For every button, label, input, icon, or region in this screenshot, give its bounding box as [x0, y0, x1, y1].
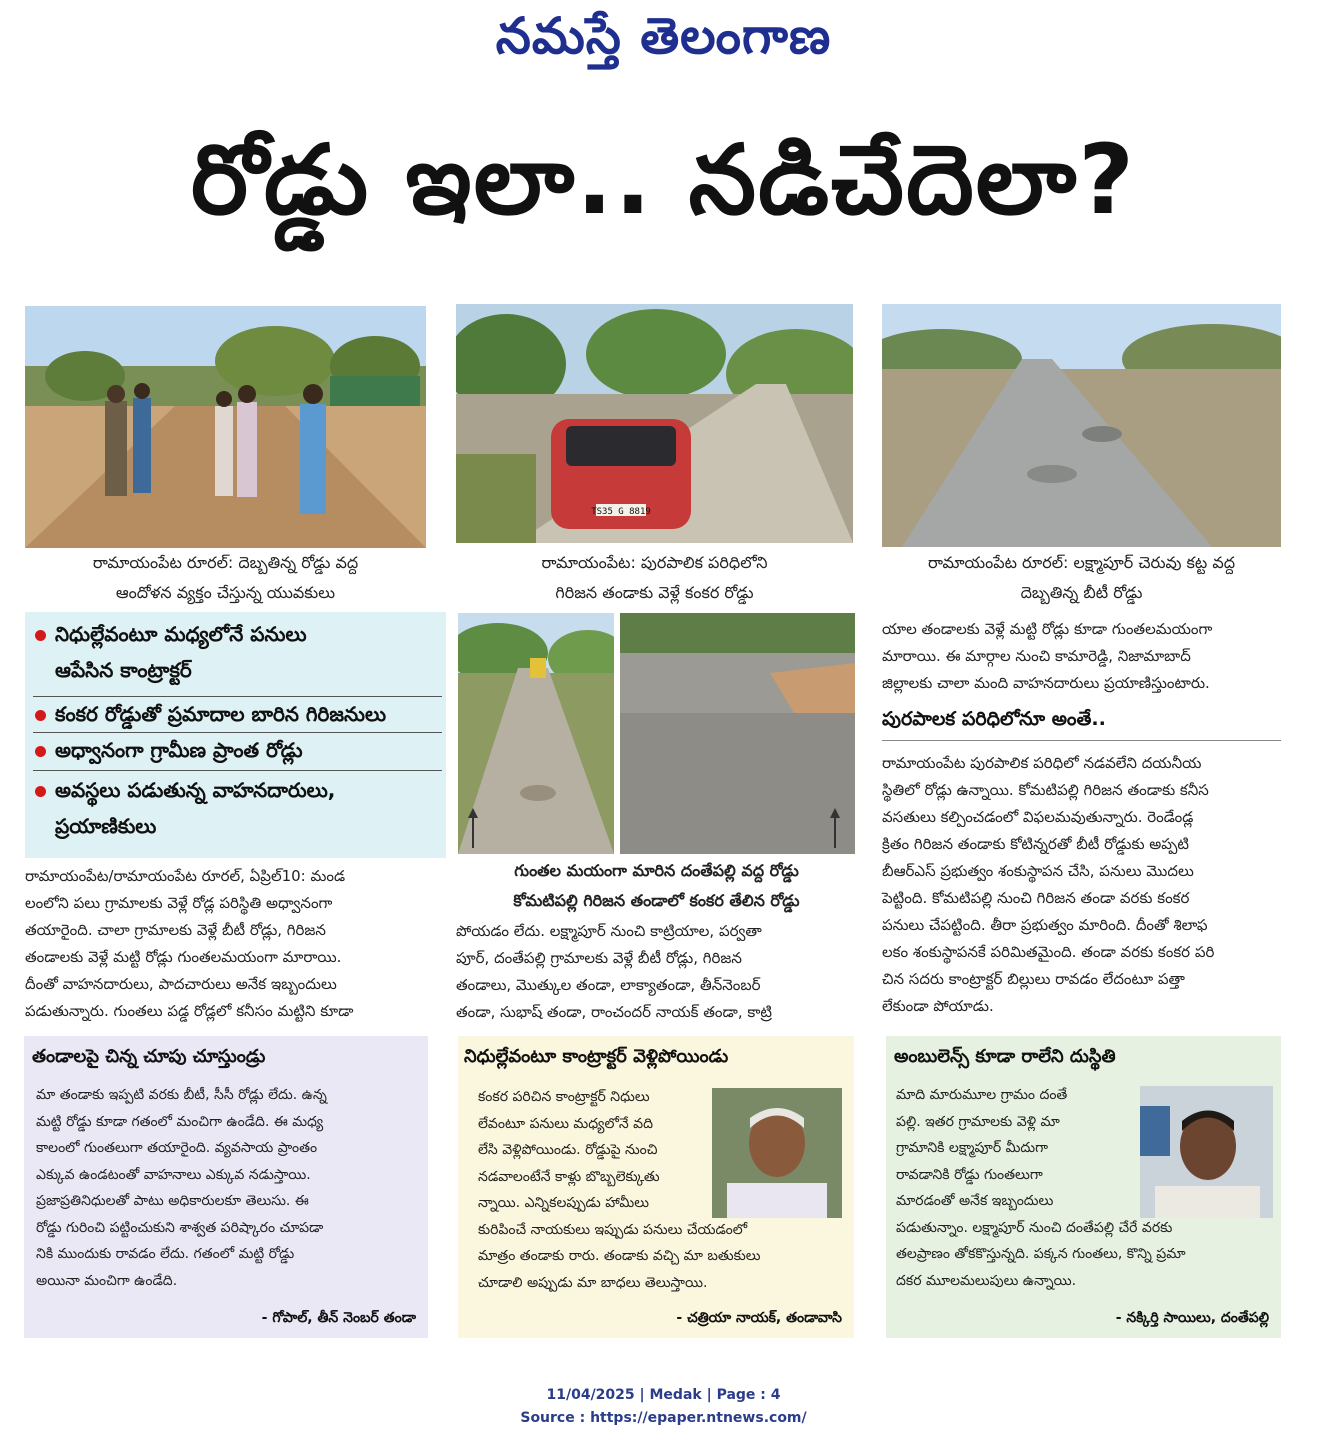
quote-line: మట్టి రోడ్డు కూడా గతంలో మంచిగా ఉండేది. ఈ మధ్య	[36, 1113, 324, 1130]
quote-box-title: తండాలపై చిన్న చూపు చూస్తుండ్రు	[32, 1046, 266, 1067]
quote-line: తలప్రాణం తోకకొస్తున్నది. పక్కన గుంతలు, కొన్ని ప్రమా	[896, 1246, 1186, 1262]
caption-line: కోమటిపల్లి గిరిజన తండాలో కంకర తేలిన రోడ్డు	[513, 891, 800, 910]
bullet-item	[33, 696, 442, 732]
quote-line: గ్రామానికి లక్ష్మాపూర్‌ మీదుగా	[896, 1140, 1049, 1156]
article-line: రామాయంపేట/రామాయంపేట రూరల్‌, ఏప్రిల్‌10: మండ	[25, 867, 346, 885]
bullet-divider	[33, 770, 442, 771]
article-line: దీంతో వాహనదారులు, పాదచారులు అనేక ఇబ్బందులు	[25, 975, 337, 993]
article-column-3-body	[882, 750, 1281, 1020]
headline: రోడ్డు ఇలా.. నడిచేదెలా?	[191, 124, 1136, 236]
quote-line: కురిపించే నాయకులు ఇప్పుడు పనులు చేయడంలో	[478, 1221, 748, 1238]
bullet-text: నిధుల్లేవంటూ మధ్యలోనే పనులు	[55, 622, 307, 646]
article-line: తండాలకు వెళ్లే మట్టి రోడ్లు గుంతలమయంగా మారాయి.	[25, 948, 342, 966]
bullet-item	[33, 616, 442, 688]
quote-box-title: నిధుల్లేవంటూ కాంట్రాక్టర్‌ వెళ్లిపోయిండు	[464, 1046, 729, 1067]
bullet-text: ప్రయాణికులు	[55, 814, 157, 838]
article-line: తయారైంది. చాలా గ్రామాలకు వెళ్లే బీటీ రోడ్లు, గిరిజన	[25, 921, 326, 939]
article-subhead: పురపాలక పరిధిలోనూ అంతే..	[882, 708, 1106, 730]
masthead-logo: నమస్తే తెలంగాణ	[495, 6, 832, 65]
caption-line: ఆందోళన వ్యక్తం చేస్తున్న యువకులు	[115, 583, 336, 602]
bullet-dot-icon	[35, 746, 46, 757]
caption-line: దెబ్బతిన్న బీటీ రోడ్డు	[1020, 583, 1143, 602]
article-line: పోయడం లేదు. లక్ష్మాపూర్‌ నుంచి కాట్రియాల, పర్వతా	[456, 922, 762, 940]
article-line: చిన సదరు కాంట్రాక్టర్‌ బిల్లులు రావడం లేదంటూ పత్తా	[882, 970, 1185, 988]
photo-damaged-bt-road	[882, 304, 1281, 547]
quote-line: అయినా మంచిగా ఉండేది.	[36, 1272, 178, 1289]
car-number-plate: TS35 G 8819	[591, 507, 651, 517]
article-line: లేకుండా పోయాడు.	[882, 997, 994, 1015]
quote-line: దకర మూలమలుపులు ఉన్నాయి.	[896, 1272, 1077, 1289]
photo-potholed-road-danthepalli	[458, 613, 614, 854]
quote-line: చూడాలి అప్పుడు మా బాధలు తెలుస్తాయి.	[478, 1274, 708, 1291]
subhead-divider	[882, 740, 1281, 741]
quote-box-chatriya	[458, 1036, 854, 1338]
article-line: పడుతున్నారు. గుంతలు పడ్డ రోడ్లలో కనీసం మట్టిని కూడా	[25, 1002, 354, 1020]
quote-line: పడుతున్నాం. లక్ష్మాపూర్‌ నుంచి దంతేపల్లి చేరే వరకు	[896, 1219, 1173, 1236]
article-line: క్రితం గిరిజన తండాకు కోటిన్నరతో బీటీ రోడ్డుకు అప్పటి	[882, 835, 1189, 853]
portrait-nakkirti-sailu	[1140, 1086, 1273, 1218]
quote-signature: - గోపాల్‌, తీన్‌ నెంబర్‌ తండా	[261, 1310, 416, 1326]
quote-line: మాత్రం తండాకు రారు. తండాకు వచ్చి మా బతుకులు	[478, 1248, 761, 1264]
bullet-dot-icon	[35, 710, 46, 721]
bullet-dot-icon	[35, 786, 46, 797]
article-column-3-top	[882, 616, 1281, 697]
quote-line: మా తండాకు ఇప్పటి వరకు బీటీ, సీసీ రోడ్లు లేదు. ఉన్న	[36, 1087, 327, 1103]
quote-box-title: అంబులెన్స్‌ కూడా రాలేని దుస్థితి	[894, 1046, 1116, 1067]
quote-line: కంకర పరిచిన కాంట్రాక్టర్‌ నిధులు	[478, 1089, 650, 1105]
quote-line: పల్లి. ఇతర గ్రామాలకు వెళ్లి మా	[896, 1113, 1060, 1130]
bullet-item	[33, 732, 442, 768]
quote-line: కాలంలో గుంతలుగా తయారైంది. వ్యవసాయ ప్రాంతం	[36, 1140, 318, 1156]
quote-signature: - నక్కిర్తి సాయిలు, దంతేపల్లి	[1115, 1310, 1269, 1326]
caption-photo-1	[25, 548, 426, 608]
quote-line: ప్రజాప్రతినిధులతో పాటు అధికారులకూ తెలుసు. ఈ	[36, 1193, 309, 1209]
bullet-text: అవస్థలు పడుతున్న వాహనదారులు,	[55, 778, 336, 802]
quote-line: న్నాయి. ఎన్నికలప్పుడు హామీలు	[478, 1195, 649, 1211]
footer-date-page: 11/04/2025 | Medak | Page : 4	[546, 1387, 781, 1403]
article-line: మారాయి. ఈ మార్గాల నుంచి కామారెడ్డి, నిజామాబాద్‌	[882, 647, 1191, 665]
article-column-2	[456, 918, 855, 1026]
bullet-text: ఆపేసిన కాంట్రాక్టర్‌	[55, 658, 192, 682]
caption-photo-3	[882, 548, 1281, 608]
quote-line: లేవంటూ పనులు మధ్యలోనే వది	[478, 1115, 653, 1132]
quote-line: మాది మారుమూల గ్రామం దంతే	[896, 1087, 1068, 1103]
article-line: పూర్‌, దంతేపల్లి గ్రామాలకు వెళ్లే బీటీ రోడ్లు, గిరిజన	[456, 949, 742, 967]
quote-box-text	[36, 1082, 420, 1294]
quote-line: నికి ముందుకు రావడం లేదు. గతంలో మట్టి రోడ్డు	[36, 1246, 295, 1262]
photo-gravel-road-komatipalli	[620, 613, 855, 854]
article-line: వసతులు కల్పించడంలో విఫలమవుతున్నారు. రెండేండ్ల	[882, 808, 1194, 826]
caption-photo-2	[456, 548, 853, 608]
article-line: లంలోని పలు గ్రామాలకు వెళ్లే రోడ్ల పరిస్థితి అధ్వానంగా	[25, 894, 333, 912]
article-line: పెట్టింది. కోమటిపల్లి నుంచి గిరిజన తండా వరకు కంకర	[882, 889, 1190, 907]
caption-lower-photos	[458, 856, 855, 916]
article-line: పనులు చేపట్టింది. తీరా ప్రభుత్వం మారింది. దీంతో శిలాఫ	[882, 916, 1208, 934]
bullet-text: కంకర రోడ్డుతో ప్రమాదాల బారిన గిరిజనులు	[55, 702, 387, 726]
quote-line: లేసి వెళ్లిపోయిండు. రోడ్డుపై నుంచి	[478, 1142, 658, 1158]
quote-line: ఎక్కువ ఉండటంతో వాహనాలు ఎక్కువ నడుస్తాయి.	[36, 1166, 311, 1183]
article-line: బీఆర్‌ఎస్‌ ప్రభుత్వం శంకుస్థాపన చేసి, పనులు మొదలు	[882, 862, 1194, 880]
article-line: యాల తండాలకు వెళ్లే మట్టి రోడ్లు కూడా గుంతలమయంగా	[882, 620, 1213, 638]
quote-line: నడవాలంటేనే కాళ్లు బొబ్బలెక్కుతు	[478, 1168, 660, 1185]
caption-line: రామాయంపేట రూరల్‌: లక్ష్మాపూర్‌ చెరువు కట్ట వద్ద	[927, 553, 1236, 572]
bullet-text: అధ్వానంగా గ్రామీణ ప్రాంత రోడ్లు	[55, 738, 303, 762]
footer-source: Source : https://epaper.ntnews.com/	[520, 1410, 807, 1426]
caption-line: రామాయంపేట: పురపాలిక పరిధిలోని	[541, 553, 768, 572]
caption-line: గిరిజన తండాకు వెళ్లే కంకర రోడ్డు	[555, 583, 754, 602]
article-line: లకం శంకుస్థాపనకే పరిమితమైంది. తండా వరకు కంకర పరి	[882, 943, 1215, 961]
article-column-1	[25, 863, 446, 1025]
article-line: రామాయంపేట పురపాలిక పరిధిలో నడవలేని దయనీయ	[882, 754, 1202, 772]
quote-line: మారడంతో అనేక ఇబ్బందులు	[896, 1193, 1054, 1209]
article-line: స్థితిలో రోడ్లు ఉన్నాయి. కోమటిపల్లి గిరిజన తండాకు కనీస	[882, 781, 1209, 799]
quote-line: రావడానికి రోడ్డు గుంతలుగా	[896, 1166, 1043, 1183]
caption-line: రామాయంపేట రూరల్‌: దెబ్బతిన్న రోడ్డు వద్ద	[92, 553, 359, 572]
bullet-dot-icon	[35, 630, 46, 641]
highlight-bullets	[25, 612, 446, 858]
photo-youths-on-damaged-road	[25, 306, 426, 548]
portrait-chatriya-nayak	[712, 1088, 842, 1218]
photo-car-on-gravel-road	[456, 304, 853, 543]
caption-line: గుంతల మయంగా మారిన దంతేపల్లి వద్ద రోడ్డు	[514, 861, 799, 880]
quote-box-gopal	[24, 1036, 428, 1338]
article-line: తండా, సుభాష్‌ తండా, రాంచందర్‌ నాయక్‌ తండా, కాట్రి	[456, 1003, 772, 1021]
quote-box-sailu	[886, 1036, 1281, 1338]
quote-line: రోడ్డు గురించి పట్టించుకుని శాశ్వత పరిష్కారం చూపడా	[36, 1219, 324, 1236]
article-line: తండాలు, మొత్కుల తండా, లాక్యాతండా, తీన్‌నెంబర్‌	[456, 976, 761, 994]
quote-signature: - చత్రియా నాయక్‌, తండావాసి	[676, 1310, 842, 1326]
article-line: జిల్లాలకు చాలా మంది వాహనదారులు ప్రయాణిస్తుంటారు.	[882, 674, 1210, 692]
bullet-item	[33, 772, 442, 844]
